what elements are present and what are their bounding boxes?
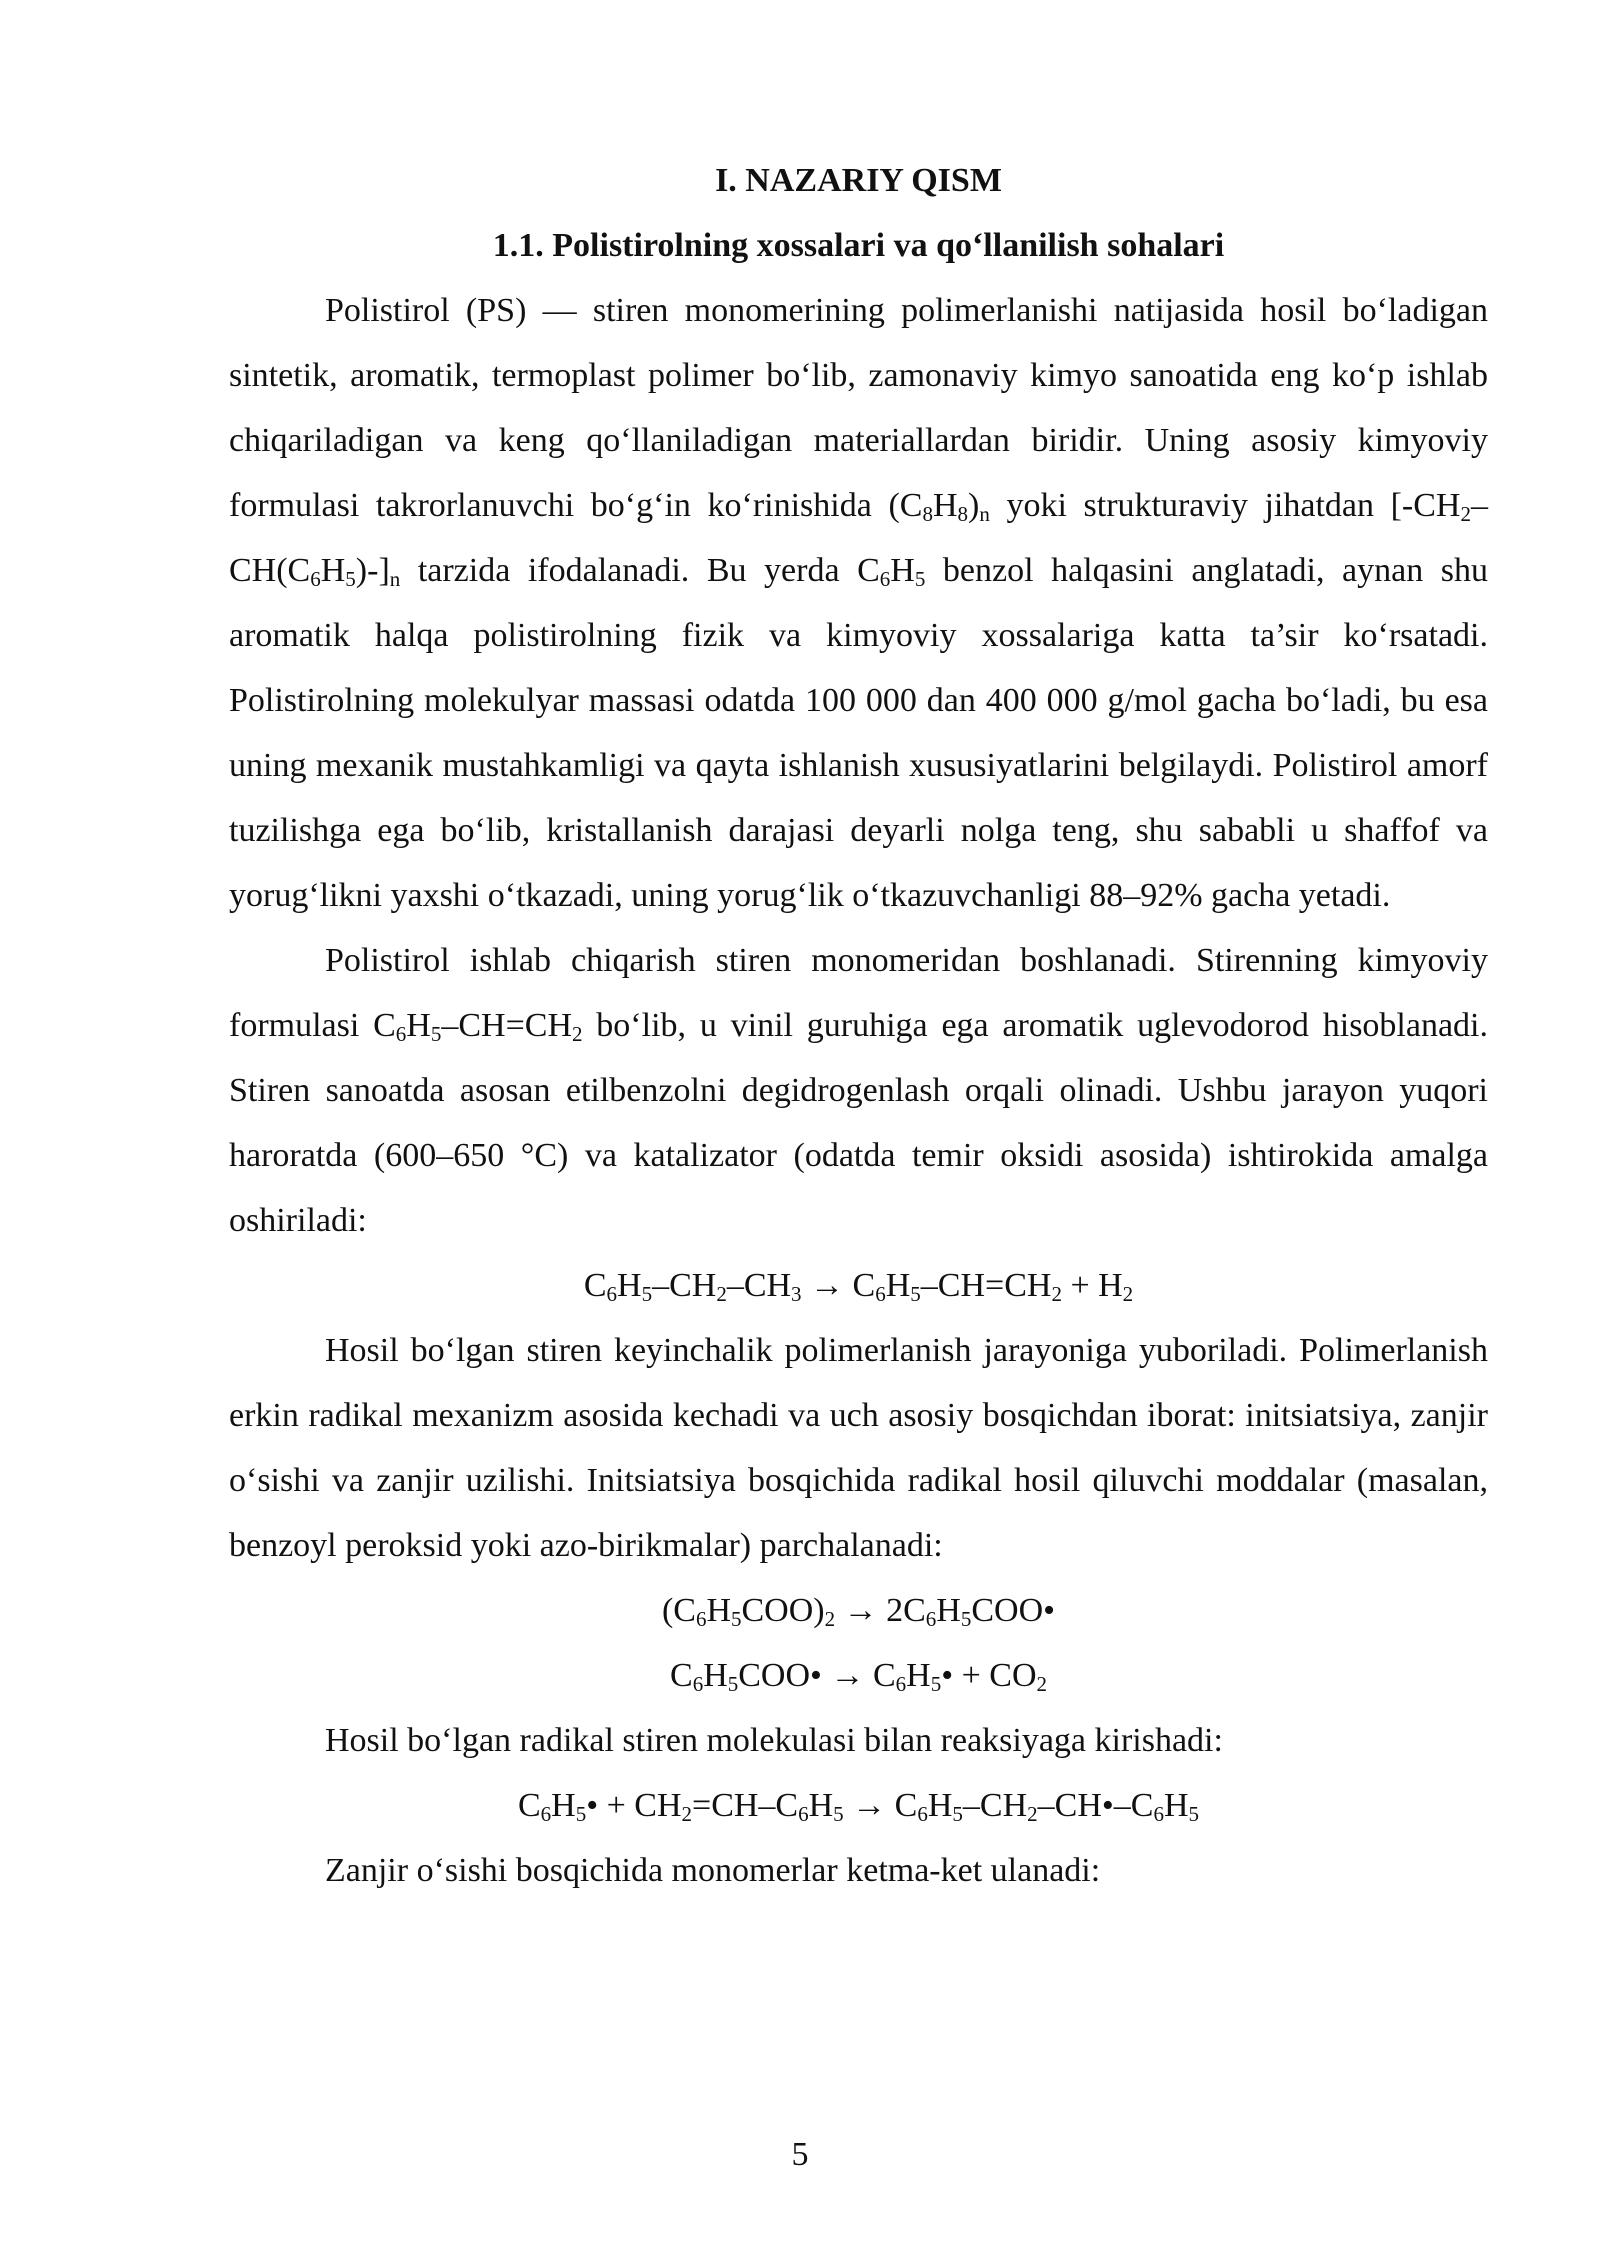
paragraph-radical-reaction: Hosil bo‘lgan radikal stiren molekulasi bilan reaksiyaga kirishadi: bbox=[325, 1722, 1223, 1759]
equation-decarboxylation: $C_6H_5COO•$ → $C_6H_5• + CO_2$ bbox=[670, 1657, 1047, 1696]
page-number: 5 bbox=[791, 2136, 809, 2173]
equation-dehydrogenation: $C_6H_5-CH_2-CH_3 \to C_6H_5-CH=CH_2 + H_2$ bbox=[583, 1267, 1134, 1306]
paragraph-chain-growth: Zanjir o‘sishi bosqichida monomerlar ketma-ket ulanadi: bbox=[325, 1852, 1101, 1889]
page-content bbox=[229, 148, 1488, 1903]
paragraph-styrene-production: Polistirol ishlab chiqarish stiren monomeridan boshlanadi. Stirenning kimyoviy formulasi $C_6H_5-CH=CH_2$ bo‘lib, u vinil guruhiga ega aromatik uglevodorod hisoblanadi. Stiren sanoatda asosan etilbenzolni degidrogenlash orqali olinadi. Ushbu jarayon yuqori haroratda (600–650 °C) va katalizator (odatda temir oksidi asosida) ishtirokida amalga oshiriladi: bbox=[229, 942, 1488, 1239]
chapter-heading: I. NAZARIY QISM bbox=[715, 162, 1002, 199]
equation-initiation: $C_6H_5• + CH_2=CH-C_6H_5$ → $C_6H_5-CH_2-CH•-C_6H_5$ bbox=[517, 1787, 1200, 1826]
equation-peroxide-decomposition: $(C_6H_5COO)_2$ → $2C_6H_5COO•$ bbox=[661, 1592, 1056, 1631]
section-heading: 1.1. Polistirolning xossalari va qo‘llanilish sohalari bbox=[492, 227, 1225, 264]
paragraph-polystyrene-definition: Polistirol (PS) — stiren monomerining polimerlanishi natijasida hosil bo‘ladigan sintetik, aromatik, termoplast polimer bo‘lib, zamonaviy kimyo sanoatida eng ko‘p ishlab chiqariladigan va keng qo‘llaniladigan materiallardan biridir. Uning asosiy kimyoviy formulasi takrorlanuvchi bo‘g‘in ko‘rinishida $(C_8H_8)_n$ yoki strukturaviy jihatdan $[-CH_2-CH(C_6H_5)-]_n$ tarzida ifodalanadi. Bu yerda $C_6H_5$ benzol halqasini anglatadi, aynan shu aromatik halqa polistirolning fizik va kimyoviy xossalariga katta ta’sir ko‘rsatadi. Polistirolning molekulyar massasi odatda 100 000 dan 400 000 g/mol gacha bo‘ladi, bu esa uning mexanik mustahkamligi va qayta ishlanish xususiyatlarini belgilaydi. Polistirol amorf tuzilishga ega bo‘lib, kristallanish darajasi deyarli nolga teng, shu sababli u shaffof va yorug‘likni yaxshi o‘tkazadi, uning yorug‘lik o‘tkazuvchanligi 88–92% gacha yetadi. bbox=[229, 292, 1489, 914]
paragraph-polymerization-mechanism: Hosil bo‘lgan stiren keyinchalik polimerlanish jarayoniga yuboriladi. Polimerlanish erkin radikal mexanizm asosida kechadi va uch asosiy bosqichdan iborat: initsiatsiya, zanjir o‘sishi va zanjir uzilishi. Initsiatsiya bosqichida radikal hosil qiluvchi moddalar (masalan, benzoyl peroksid yoki azo-birikmalar) parchalanadi: bbox=[229, 1332, 1488, 1564]
